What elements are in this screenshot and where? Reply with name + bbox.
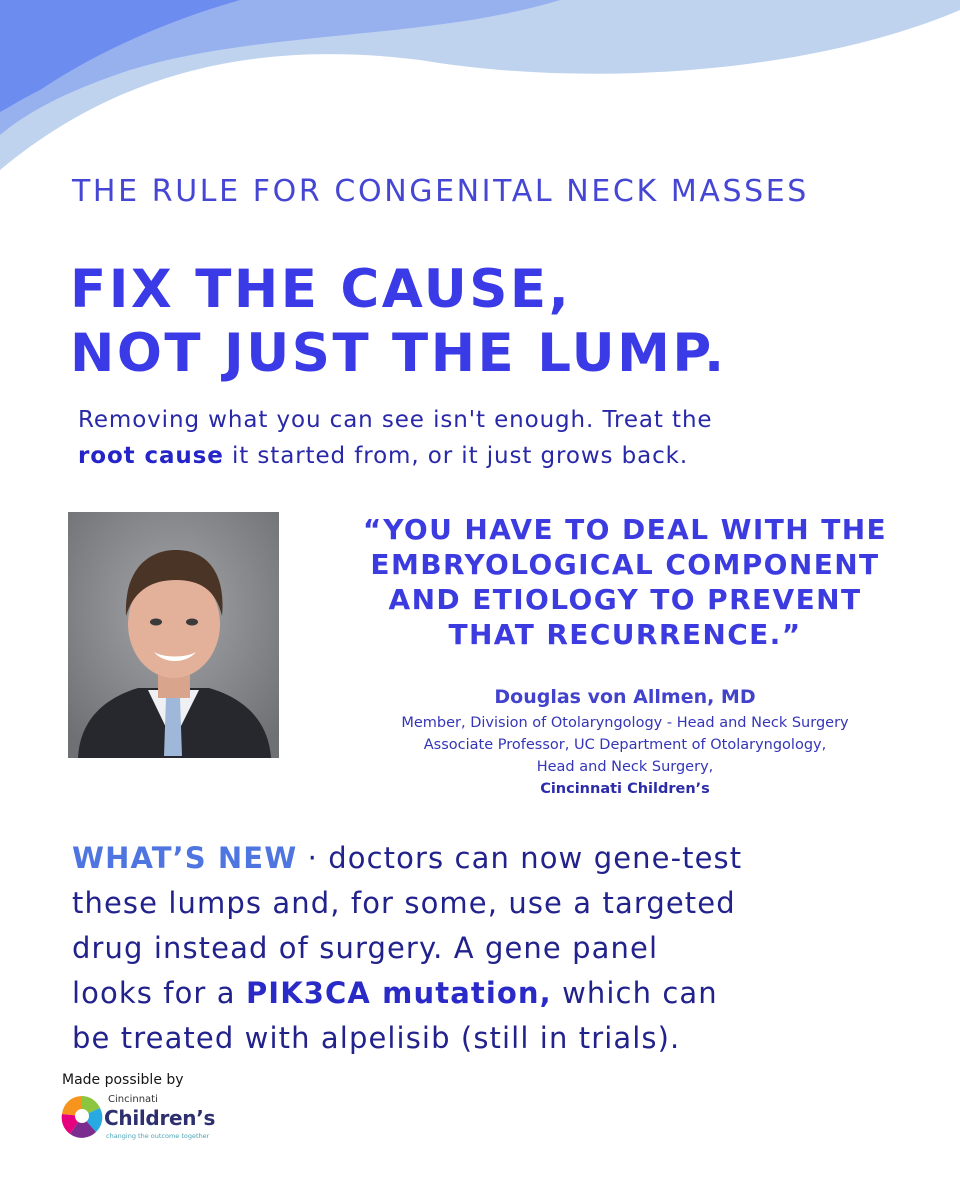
pull-quote <box>330 512 920 652</box>
speaker-title-2: Associate Professor, UC Department of Otolaryngology, <box>423 737 827 753</box>
speaker-title-1: Member, Division of Otolaryngology - Head and Neck Surgery <box>401 715 849 731</box>
whats-new-line-3: drug instead of surgery. A gene panel <box>72 931 659 965</box>
logo-line-1: Cincinnati <box>108 1094 158 1105</box>
speaker-attribution <box>330 682 920 800</box>
headline-line-2: NOT JUST THE LUMP. <box>70 323 727 384</box>
quote-line-1: “YOU HAVE TO DEAL WITH THE <box>362 513 888 546</box>
whats-new-line-5: be treated with alpelisib (still in trials). <box>72 1021 681 1055</box>
headline-line-1: FIX THE CAUSE, <box>70 259 572 320</box>
intro-part-1: Removing what you can see isn't enough. Treat the <box>78 407 713 433</box>
intro-paragraph <box>78 402 918 474</box>
cincinnati-childrens-logo <box>60 1090 260 1146</box>
pinwheel-logo-icon <box>60 1090 104 1146</box>
headline <box>70 258 930 386</box>
logo-tagline: changing the outcome together <box>106 1132 210 1140</box>
made-possible-label: Made possible by <box>62 1072 184 1088</box>
speaker-title-3: Head and Neck Surgery, <box>536 759 714 775</box>
speaker-name: Douglas von Allmen, MD <box>494 686 756 708</box>
intro-part-2: it started from, or it just grows back. <box>223 443 689 469</box>
logo-line-2: Children’s <box>104 1106 216 1130</box>
intro-bold: root cause <box>78 443 224 469</box>
whats-new-line-4a: looks for a <box>72 976 246 1010</box>
quote-line-3: AND ETIOLOGY TO PREVENT <box>388 583 862 616</box>
speaker-photo <box>68 512 279 758</box>
headshot-portrait <box>68 512 279 758</box>
whats-new-label: WHAT’S NEW <box>72 841 298 875</box>
whats-new-line-2: these lumps and, for some, use a targeted <box>72 886 736 920</box>
whats-new-line-1: · doctors can now gene-test <box>297 841 743 875</box>
whats-new-bold: PIK3CA mutation, <box>245 976 552 1010</box>
quote-line-2: EMBRYOLOGICAL COMPONENT <box>370 548 880 581</box>
kicker-title: THE RULE FOR CONGENITAL NECK MASSES <box>72 174 809 209</box>
quote-line-4: THAT RECURRENCE.” <box>448 618 802 651</box>
whats-new-line-4b: which can <box>551 976 718 1010</box>
speaker-organization: Cincinnati Children’s <box>540 781 710 797</box>
whats-new-paragraph <box>72 836 932 1061</box>
